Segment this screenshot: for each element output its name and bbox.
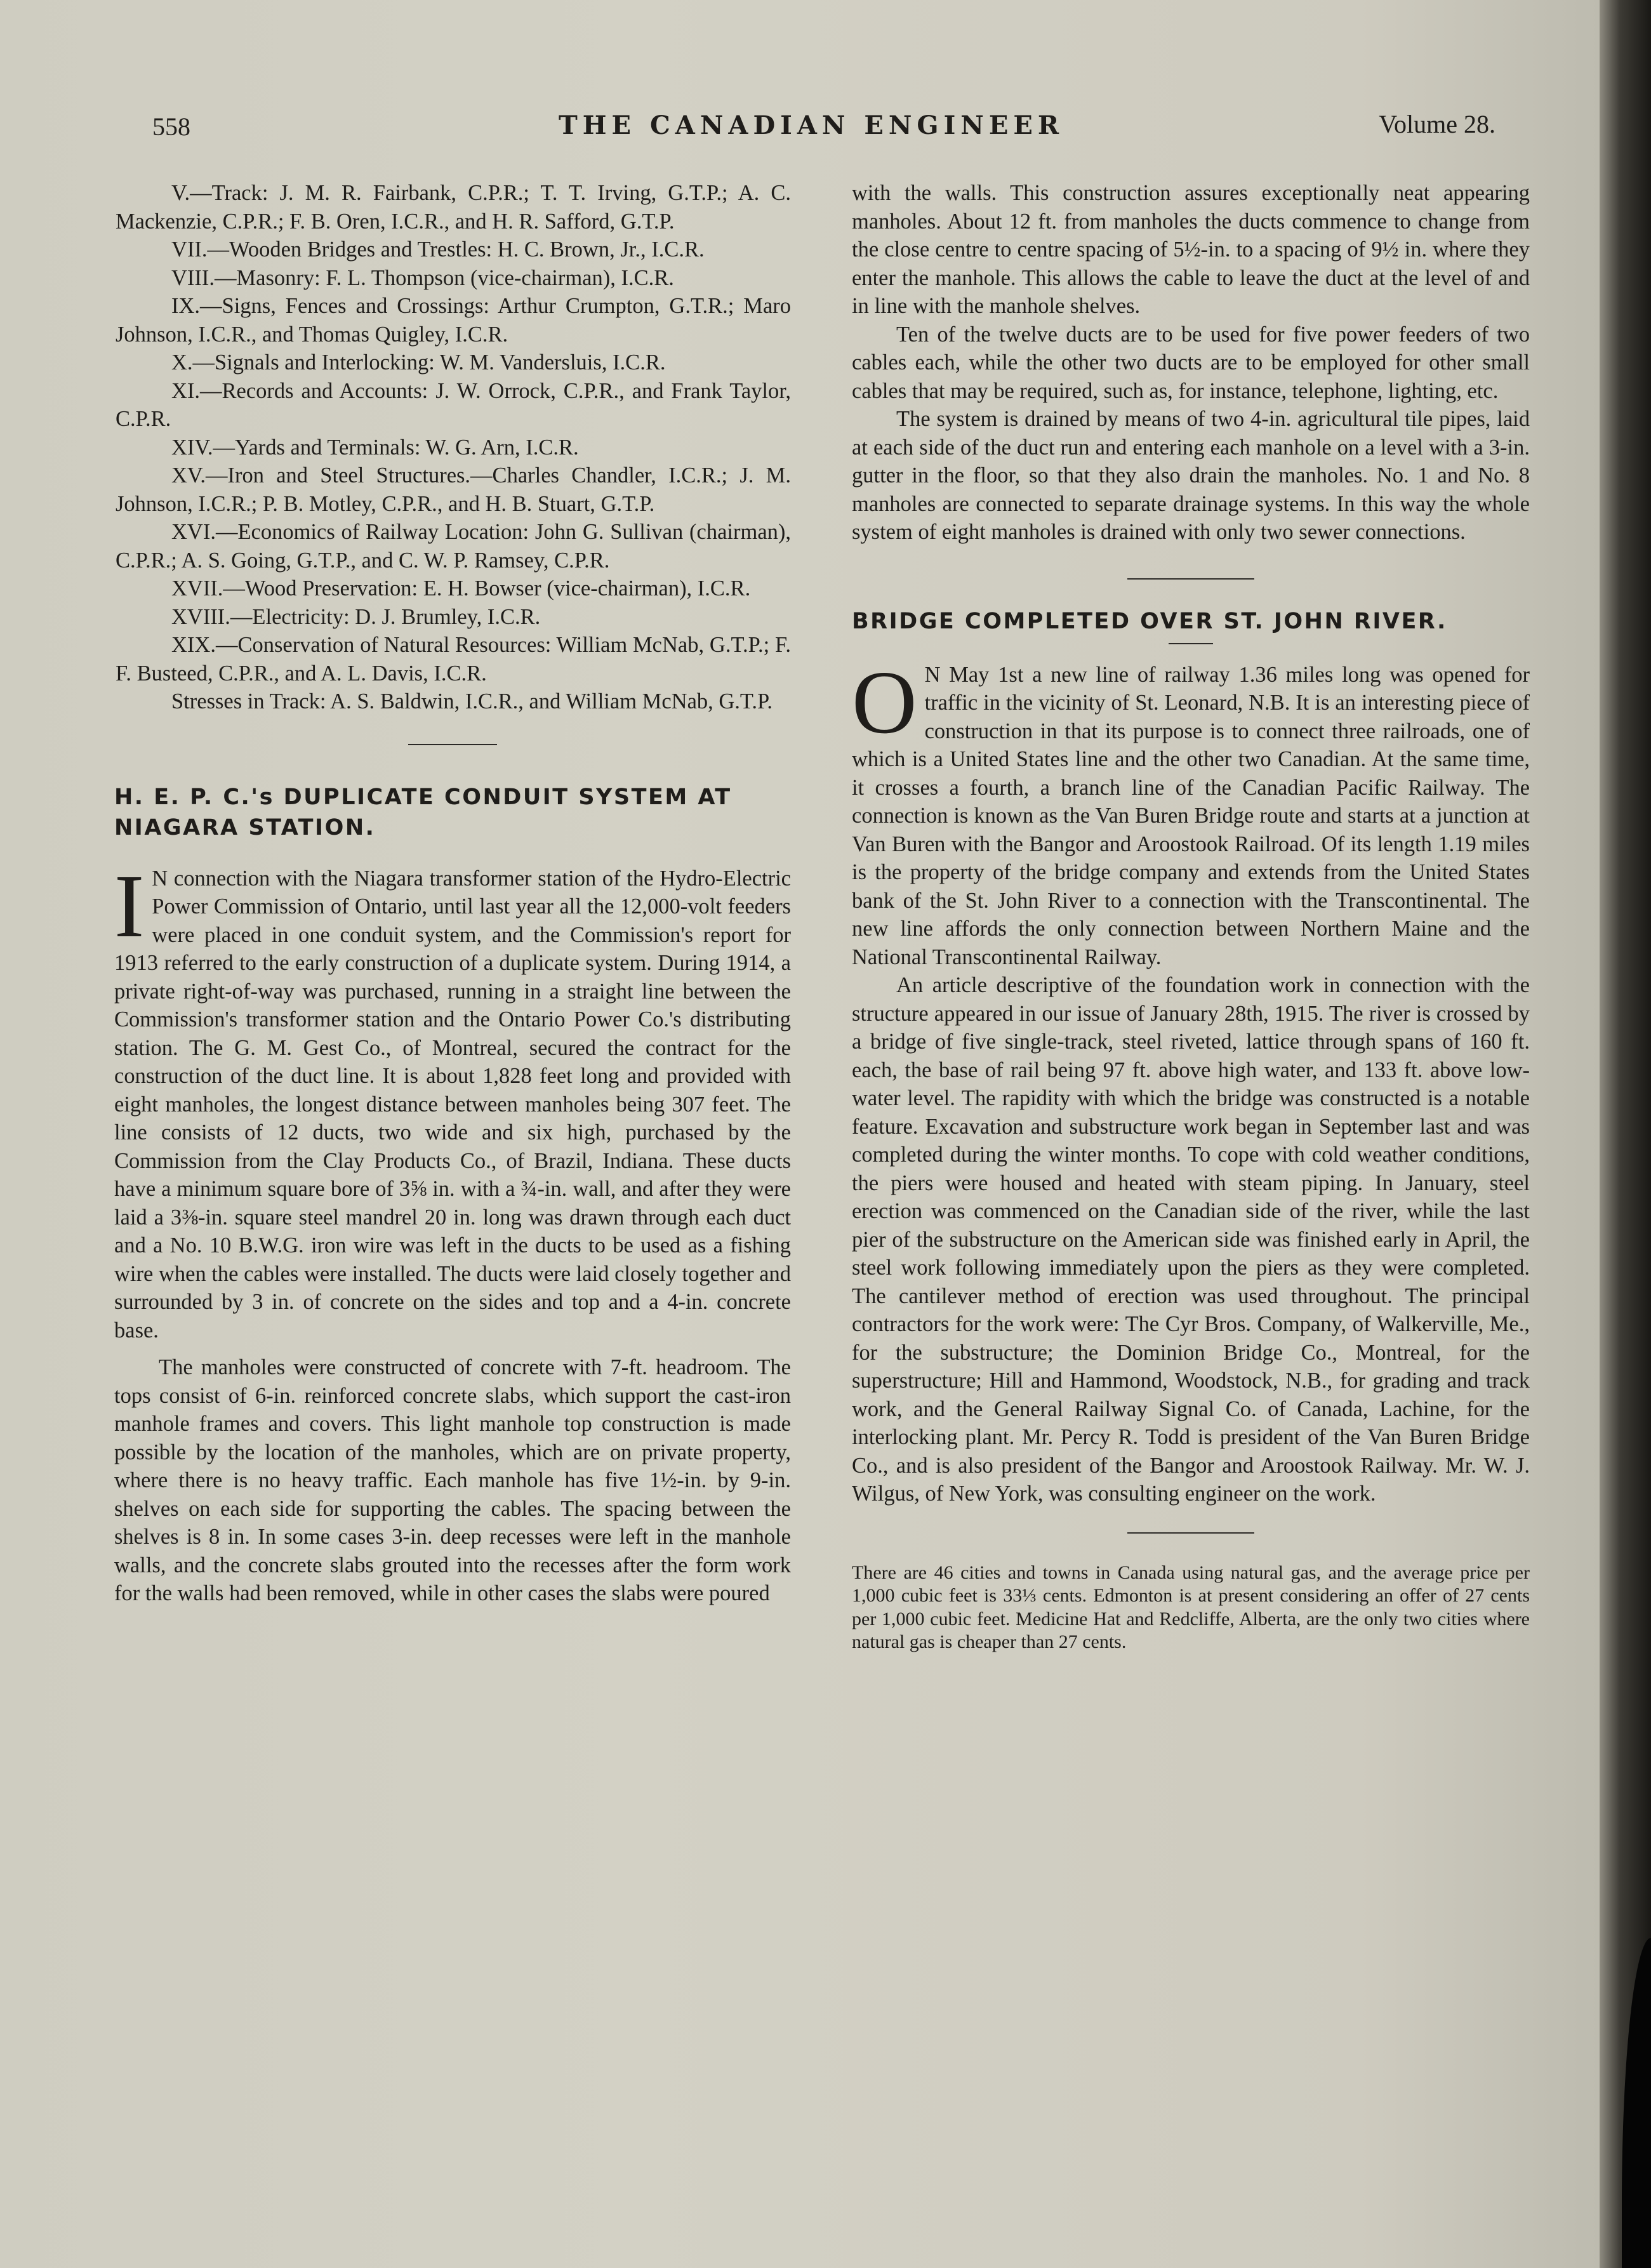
committee-entry: Stresses in Track: A. S. Baldwin, I.C.R., and William McNab, G.T.P. — [171, 689, 773, 713]
book-spine-shadow — [1600, 0, 1651, 2268]
conduit-paragraph-2: The manholes were constructed of concrete with 7-ft. headroom. The tops consist of 6-in. reinforced concrete slabs, which support the cast-iron manhole frames and covers. This light manhole top construction is made possible by the location of the manholes, which are on private property, where there is no heavy traffic. Each manhole has five 1½-in. by 9-in. shelves on each side for supporting the cables. The spacing between the shelves is 8 in. In some cases 3-in. deep recesses were left in the manhole walls, and the concrete slabs grouted into the recesses after the form work for the walls had been removed, while in other cases the slabs were poured — [114, 1355, 791, 1605]
conduit-paragraph-2-continued: with the walls. This construction assures exceptionally neat appearing manholes. About 12 ft. from manholes the ducts commence to change from the close centre to centre spacing of 5½-in. to a spacing of 9½ in. where they enter the manhole. This allows the cable to leave the duct at the level of and in line with the manhole shelves. — [852, 181, 1530, 318]
conduit-paragraph-4: The system is drained by means of two 4-in. agricultural tile pipes, laid at each side of the duct run and entering each manhole on a level with a 3-in. gutter in the floor, so that they also drain the manholes. No. 1 and No. 8 manholes are connected to separate drainage systems. In this way the whole system of eight manholes is drained with only two sewer connections. — [852, 407, 1530, 544]
drop-cap: I — [114, 855, 145, 956]
magazine-title: THE CANADIAN ENGINEER — [559, 110, 1064, 140]
committee-entry: XIV.—Yards and Terminals: W. G. Arn, I.C.R. — [171, 435, 579, 460]
conduit-headline-line1: H. E. P. C.'s DUPLICATE CONDUIT SYSTEM AT — [114, 784, 732, 810]
conduit-paragraph-1-text: N connection with the Niagara transformer station of the Hydro-Electric Power Commission of Ontario, until last year all the 12,000-volt feeders were placed in one conduit system, and the Commission's report for 1913 referred to the early construction of a duplicate system. During 1914, a private right-of-way was purchased, running in a straight line between the Commission's transformer station and the Ontario Power Co.'s distributing station. The G. M. Gest Co., of Montreal, secured the contract for the construction of the duct line. It is about 1,828 feet long and provided with eight manholes, the longest distance between manholes being 307 feet. The line consists of 12 ducts, two wide and six high, purchased by the Commission from the Clay Products Co., of Brazil, Indiana. These ducts have a minimum square bore of 3⅝ in. with a ¾-in. wall, and after they were laid a 3⅜-in. square steel mandrel 20 in. long was drawn through each duct and a No. 10 B.W.G. iron wire was left in the ducts to be used as a fishing wire when the cables were installed. The ducts were laid closely together and surrounded by 3 in. of concrete on the sides and top and a 4-in. concrete base. — [114, 866, 791, 1343]
page-fold-shadow — [1622, 1938, 1651, 2268]
volume-label: Volume 28. — [1379, 110, 1495, 138]
right-column — [852, 179, 1530, 1654]
bridge-paragraph-1 — [852, 651, 1530, 972]
natural-gas-note: There are 46 cities and towns in Canada using natural gas, and the average price per 1,000 cubic feet is 33⅓ cents. Edmonton is at present considering an offer of 27 cents per 1,000 cubic feet. Medicine Hat and Redcliffe, Alberta, are the only two cities where natural gas is cheaper than 27 cents. — [852, 1562, 1530, 1652]
committee-entry: XVII.—Wood Preservation: E. H. Bowser (vice-chairman), I.C.R. — [171, 576, 751, 600]
left-column — [114, 179, 791, 1608]
committee-entry: XV.—Iron and Steel Structures.—Charles Chandler, I.C.R.; J. M. Johnson, I.C.R.; P. B. Motley, C.P.R., and H. B. Stuart, G.T.P. — [116, 463, 791, 516]
bridge-paragraph-2: An article descriptive of the foundation work in connection with the structure appeared in our issue of January 28th, 1915. The river is crossed by a bridge of five single-track, steel riveted, lattice through spans of 160 ft. each, the base of rail being 97 ft. above high water, and 133 ft. above low-water level. The rapidity with which the bridge was constructed is a notable feature. Excavation and substructure work began in September last and was completed during the winter months. To cope with cold weather conditions, the piers were housed and heated with steam piping. In January, steel erection was commenced on the Canadian side of the river, while the last pier of the substructure on the American side was finished early in April, the steel work following immediately upon the piers as they were completed. The cantilever method of erection was used throughout. The principal contractors for the work were: The Cyr Bros. Company, of Walkerville, Me., for the substructure; the Dominion Bridge Co., Montreal, for the superstructure; Hill and Hammond, Woodstock, N.B., for grading and track work, and the General Railway Signal Co. of Canada, Lachine, for the interlocking plant. Mr. Percy R. Todd is president of the Van Buren Bridge Co., and is also president of the Bangor and Aroostook Railway. Mr. W. J. Wilgus, of New York, was consulting engineer on the work. — [852, 973, 1530, 1506]
drop-cap: O — [852, 651, 917, 752]
page-header — [152, 109, 1495, 147]
page-number: 558 — [152, 112, 190, 141]
conduit-headline-line2: NIAGARA STATION. — [114, 814, 376, 840]
conduit-paragraph-1 — [114, 855, 791, 1345]
committee-entry: IX.—Signs, Fences and Crossings: Arthur Crumpton, G.T.R.; Maro Johnson, I.C.R., and Thomas Quigley, I.C.R. — [116, 294, 791, 347]
bridge-paragraph-1-text: N May 1st a new line of railway 1.36 miles long was opened for traffic in the vicinity of St. Leonard, N.B. It is an interesting piece of construction in that its purpose is to connect three railroads, one of which is a United States line and the other two Canadian. At the same time, it crosses a fourth, a branch line of the Canadian Pacific Railway. The connection is known as the Van Buren Bridge route and starts at a junction at Van Buren with the Bangor and Aroostook Railroad. Of its length 1.19 miles is the property of the bridge company and extends from the United States bank of the St. John River to a connection with the Transcontinental. The new line affords the only connection between Northern Maine and the National Transcontinental Railway. — [852, 662, 1530, 969]
committee-entry: XIX.—Conservation of Natural Resources: William McNab, G.T.P.; F. F. Busteed, C.P.R., and A. L. Davis, I.C.R. — [116, 633, 791, 686]
committee-list — [116, 179, 791, 716]
committee-entry: XVIII.—Electricity: D. J. Brumley, I.C.R. — [171, 604, 541, 629]
committee-entry: VIII.—Masonry: F. L. Thompson (vice-chairman), I.C.R. — [171, 265, 674, 290]
committee-entry: XVI.—Economics of Railway Location: John G. Sullivan (chairman), C.P.R.; A. S. Going, G.T.P., and C. W. P. Ramsey, C.P.R. — [116, 520, 791, 573]
committee-entry: XI.—Records and Accounts: J. W. Orrock, C.P.R., and Frank Taylor, C.P.R. — [116, 378, 791, 431]
bridge-headline: BRIDGE COMPLETED OVER ST. JOHN RIVER. — [852, 608, 1447, 634]
conduit-paragraph-3: Ten of the twelve ducts are to be used for five power feeders of two cables each, while the other two ducts are to be employed for other small cables that may be required, such as, for instance, telephone, lighting, etc. — [852, 322, 1530, 403]
committee-entry: V.—Track: J. M. R. Fairbank, C.P.R.; T. T. Irving, G.T.P.; A. C. Mackenzie, C.P.R.; F. B. Oren, I.C.R., and H. R. Safford, G.T.P. — [116, 181, 791, 234]
committee-entry: X.—Signals and Interlocking: W. M. Vandersluis, I.C.R. — [171, 350, 666, 375]
committee-entry: VII.—Wooden Bridges and Trestles: H. C. Brown, Jr., I.C.R. — [171, 237, 705, 262]
